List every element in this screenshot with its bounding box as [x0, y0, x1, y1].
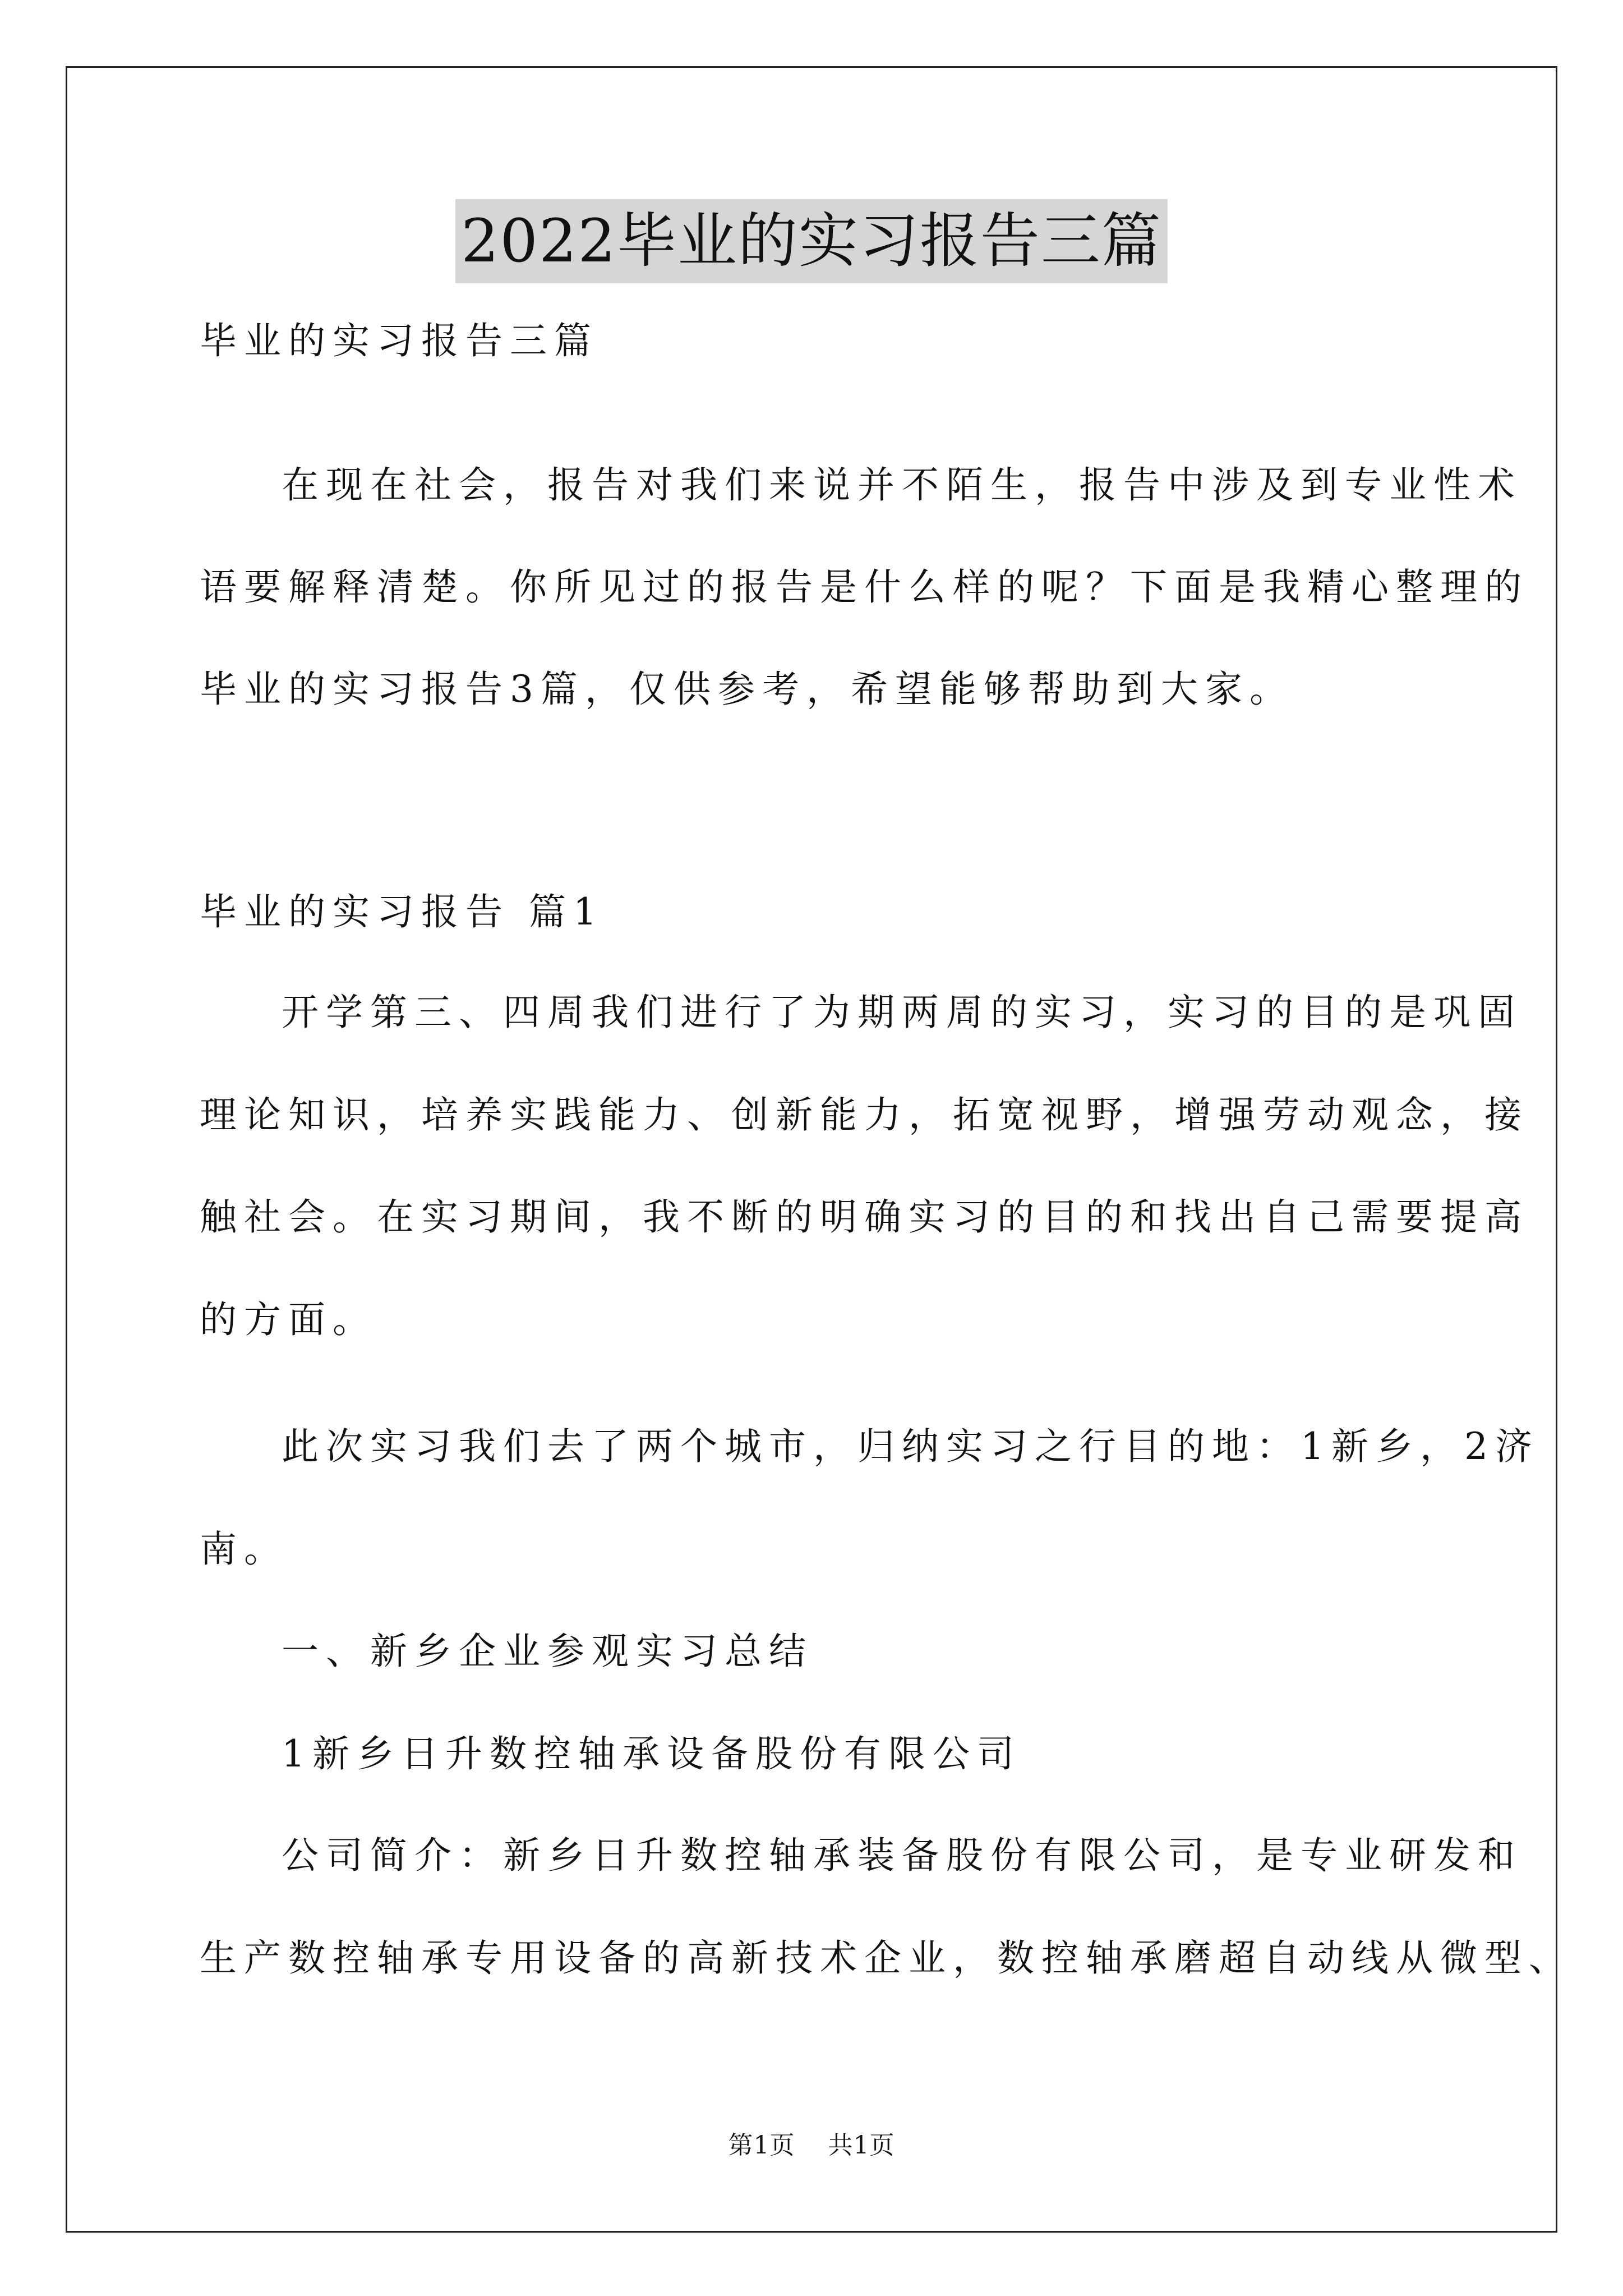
paragraph-line: 南。 [200, 1527, 288, 1571]
heading-1: 一、新乡企业参观实习总结 [282, 1630, 813, 1673]
page-total: 共1页 [828, 2131, 895, 2160]
paragraph-line: 触社会。在实习期间，我不断的明确实习的目的和找出自己需要提高 [200, 1195, 1529, 1239]
company-heading: 1新乡日升数控轴承设备股份有限公司 [282, 1732, 1021, 1775]
paragraph-line: 生产数控轴承专用设备的高新技术企业，数控轴承磨超自动线从微型、 [200, 1936, 1573, 1980]
page-number: 第1页 [728, 2131, 795, 2160]
subtitle: 毕业的实习报告三篇 [200, 319, 598, 362]
intro-line: 语要解释清楚。你所见过的报告是什么样的呢？下面是我精心整理的 [200, 565, 1529, 609]
intro-line: 在现在社会，报告对我们来说并不陌生，报告中涉及到专业性术 [282, 463, 1522, 507]
page-border [66, 66, 1557, 2233]
paragraph-line: 的方面。 [200, 1298, 377, 1341]
intro-line: 毕业的实习报告3篇，仅供参考，希望能够帮助到大家。 [200, 668, 1294, 711]
document-title: 2022毕业的实习报告三篇 [455, 199, 1168, 283]
page-footer [0, 2129, 1623, 2162]
paragraph-line: 开学第三、四周我们进行了为期两周的实习，实习的目的是巩固 [282, 991, 1522, 1034]
paragraph-line: 理论知识，培养实践能力、创新能力，拓宽视野，增强劳动观念，接 [200, 1093, 1529, 1137]
section-heading: 毕业的实习报告 篇1 [200, 890, 604, 933]
title-container [0, 199, 1623, 283]
paragraph-line: 此次实习我们去了两个城市，归纳实习之行目的地：1新乡，2济 [282, 1425, 1539, 1468]
paragraph-line: 公司简介：新乡日升数控轴承装备股份有限公司，是专业研发和 [282, 1834, 1522, 1877]
